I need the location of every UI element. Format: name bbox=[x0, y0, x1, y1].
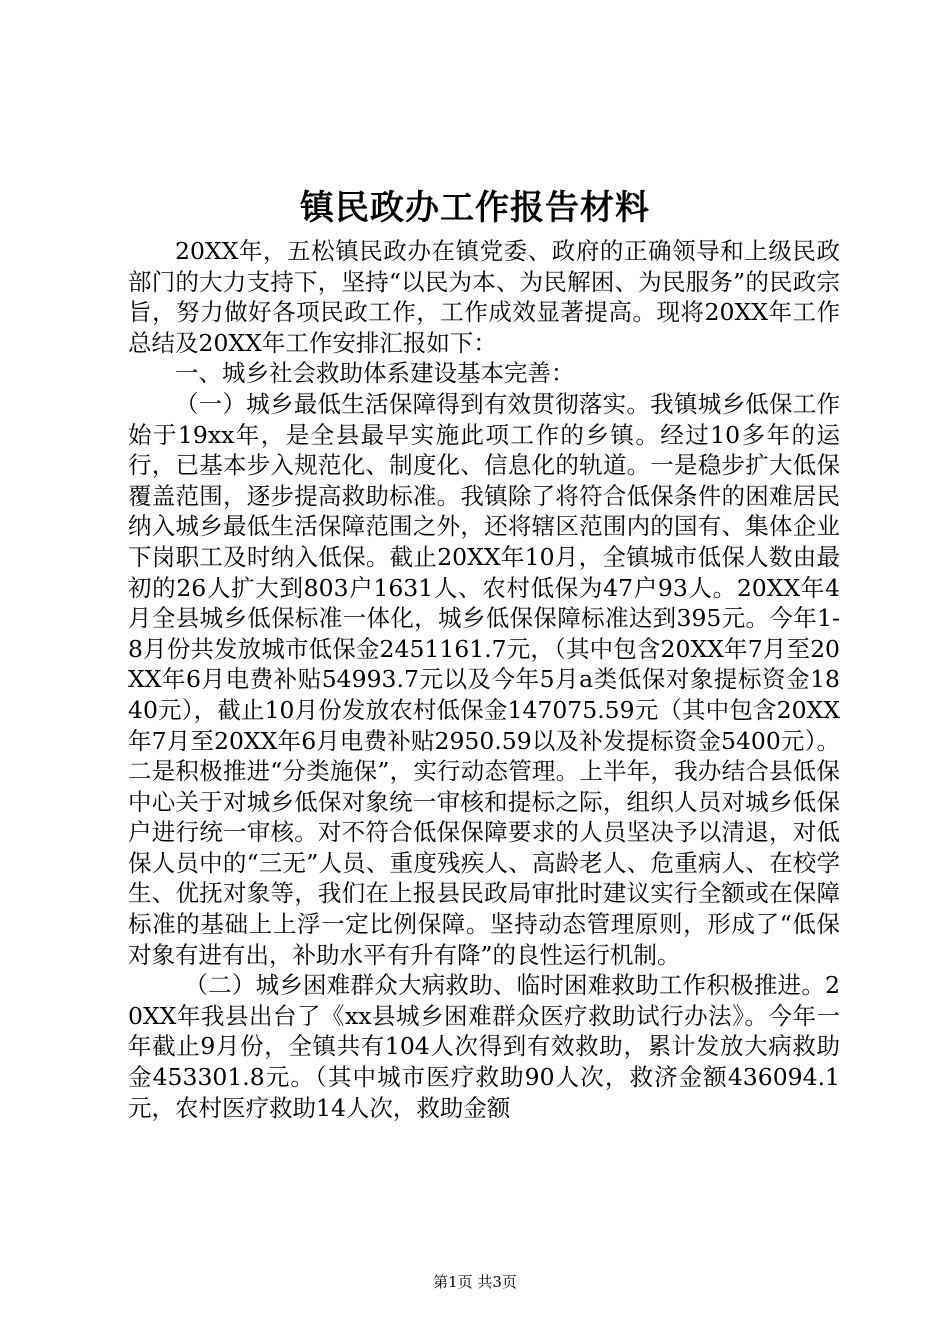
document-title: 镇民政办工作报告材料 bbox=[300, 188, 650, 228]
paragraph-subsection-2: （二）城乡困难群众大病救助、临时困难救助工作积极推进。20XX年我县出台了《xx县城乡困难群众医疗救助试行办法》。今年一年截止9月份，全镇共有104人次得到有效救助，累计发放大病救助金453301.8元。（其中城市医疗救助90人次，救济金额436094.1元，农村医疗救助14人次，救助金额 bbox=[128, 971, 840, 1122]
paragraph-intro: 20XX年，五松镇民政办在镇党委、政府的正确领导和上级民政部门的大力支持下，坚持“以民为本、为民解困、为民服务”的民政宗旨，努力做好各项民政工作，工作成效显著提高。现将20XX年工作总结及20XX年工作安排汇报如下： bbox=[128, 237, 840, 357]
paragraph-subsection-1: （一）城乡最低生活保障得到有效贯彻落实。我镇城乡低保工作始于19xx年，是全县最早实施此项工作的乡镇。经过10多年的运行，已基本步入规范化、制度化、信息化的轨道。一是稳步扩大低保覆盖范围，逐步提高救助标准。我镇除了将符合低保条件的困难居民纳入城乡最低生活保障范围之外，还将辖区范围内的国有、集体企业下岗职工及时纳入低保。截止20XX年10月，全镇城市低保人数由最初的26人扩大到803户1631人、农村低保为47户93人。20XX年4月全县城乡低保标准一体化，城乡低保保障标准达到395元。今年1-8月份共发放城市低保金2451161.7元，（其中包含20XX年7月至20XX年6月电费补贴54993.7元以及今年5月a类低保对象提标资金1840元），截止10月份发放农村低保金147075.59元（其中包含20XX年7月至20XX年6月电费补贴2950.59以及补发提标资金5400元）。二是积极推进“分类施保”，实行动态管理。上半年，我办结合县低保中心关于对城乡低保对象统一审核和提标之际，组织人员对城乡低保户进行统一审核。对不符合低保保障要求的人员坚决予以清退，对低保人员中的“三无”人员、重度残疾人、高龄老人、危重病人、在校学生、优抚对象等，我们在上报县民政局审批时建议实行全额或在保障标准的基础上上浮一定比例保障。坚持动态管理原则，形成了“低保对象有进有出，补助水平有升有降”的良性运行机制。 bbox=[128, 389, 840, 969]
section-heading-1: 一、城乡社会救助体系建设基本完善： bbox=[175, 359, 575, 388]
document-body bbox=[128, 236, 840, 1123]
page-footer: 第1页 共3页 bbox=[433, 1273, 517, 1291]
